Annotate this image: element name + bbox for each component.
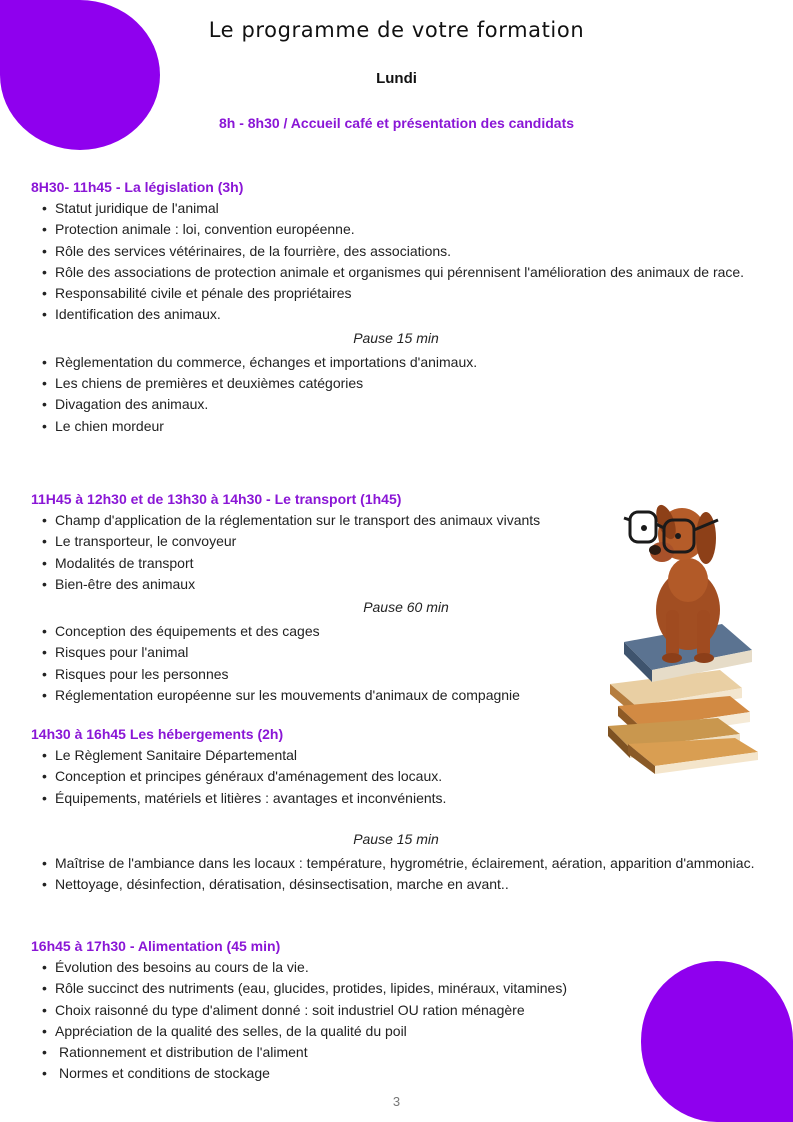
list-item: • Modalités de transport bbox=[31, 553, 601, 574]
pause-label: Pause 15 min bbox=[353, 329, 439, 346]
list-item: • Le transporteur, le convoyeur bbox=[31, 531, 601, 552]
dog-on-books-illustration bbox=[600, 492, 765, 774]
list-item: • Conception et principes généraux d'aménagement des locaux. bbox=[31, 766, 761, 787]
list-item: • Risques pour les personnes bbox=[31, 664, 601, 685]
list-item: • Responsabilité civile et pénale des propriétaires bbox=[31, 283, 761, 304]
section-title: 8H30- 11h45 - La législation (3h) bbox=[31, 179, 244, 195]
item-list bbox=[31, 352, 761, 437]
list-item: • Protection animale : loi, convention européenne. bbox=[31, 219, 761, 240]
section-title: 11H45 à 12h30 et de 13h30 à 14h30 - Le transport (1h45) bbox=[31, 491, 402, 507]
list-item: • Choix raisonné du type d'aliment donné : soit industriel OU ration ménagère bbox=[31, 1000, 641, 1021]
list-item: • Appréciation de la qualité des selles, de la qualité du poil bbox=[31, 1021, 641, 1042]
list-item: • Identification des animaux. bbox=[31, 304, 761, 325]
section-title: 14h30 à 16h45 Les hébergements (2h) bbox=[31, 726, 284, 742]
pause-label: Pause 15 min bbox=[353, 830, 439, 847]
item-list bbox=[31, 853, 761, 896]
list-item: • Évolution des besoins au cours de la vie. bbox=[31, 957, 641, 978]
pause-label: Pause 60 min bbox=[363, 599, 449, 616]
list-item: • Maîtrise de l'ambiance dans les locaux : température, hygrométrie, éclairement, aération, apparition d'ammoniac. bbox=[31, 853, 761, 874]
welcome-session: 8h - 8h30 / Accueil café et présentation des candidats bbox=[218, 115, 575, 131]
list-item: • Règlementation du commerce, échanges et importations d'animaux. bbox=[31, 352, 761, 373]
item-list bbox=[31, 510, 601, 595]
list-item: • Conception des équipements et des cages bbox=[31, 621, 601, 642]
item-list bbox=[31, 621, 601, 706]
list-item: • Le Règlement Sanitaire Départemental bbox=[31, 745, 761, 766]
list-item: • Champ d'application de la réglementation sur le transport des animaux vivants bbox=[31, 510, 601, 531]
list-item: • Réglementation européenne sur les mouvements d'animaux de compagnie bbox=[31, 685, 601, 706]
page-title: Le programme de votre formation bbox=[208, 18, 585, 42]
page-number: 3 bbox=[392, 1094, 401, 1109]
list-item: • Le chien mordeur bbox=[31, 416, 761, 437]
list-item: • Rationnement et distribution de l'aliment bbox=[31, 1042, 641, 1063]
list-item: • Nettoyage, désinfection, dératisation, désinsectisation, marche en avant.. bbox=[31, 874, 761, 895]
section-title: 16h45 à 17h30 - Alimentation (45 min) bbox=[31, 938, 281, 954]
dachshund-icon bbox=[624, 502, 720, 663]
item-list bbox=[31, 957, 641, 1085]
list-item: • Les chiens de premières et deuxièmes catégories bbox=[31, 373, 761, 394]
list-item: • Équipements, matériels et litières : avantages et inconvénients. bbox=[31, 788, 761, 809]
list-item: • Divagation des animaux. bbox=[31, 394, 761, 415]
section-transport bbox=[31, 489, 601, 706]
list-item: • Rôle succinct des nutriments (eau, glucides, protides, lipides, minéraux, vitamines) bbox=[31, 978, 641, 999]
list-item: • Normes et conditions de stockage bbox=[31, 1063, 641, 1084]
list-item: • Risques pour l'animal bbox=[31, 642, 601, 663]
list-item: • Rôle des services vétérinaires, de la fourrière, des associations. bbox=[31, 241, 761, 262]
section-legislation bbox=[31, 177, 761, 437]
list-item: • Statut juridique de l'animal bbox=[31, 198, 761, 219]
list-item: • Rôle des associations de protection animale et organismes qui pérennisent l'amélioration des animaux de race. bbox=[31, 262, 761, 283]
list-item: • Bien-être des animaux bbox=[31, 574, 601, 595]
item-list bbox=[31, 198, 761, 326]
day-label: Lundi bbox=[376, 70, 417, 87]
section-alimentation bbox=[31, 936, 641, 1085]
